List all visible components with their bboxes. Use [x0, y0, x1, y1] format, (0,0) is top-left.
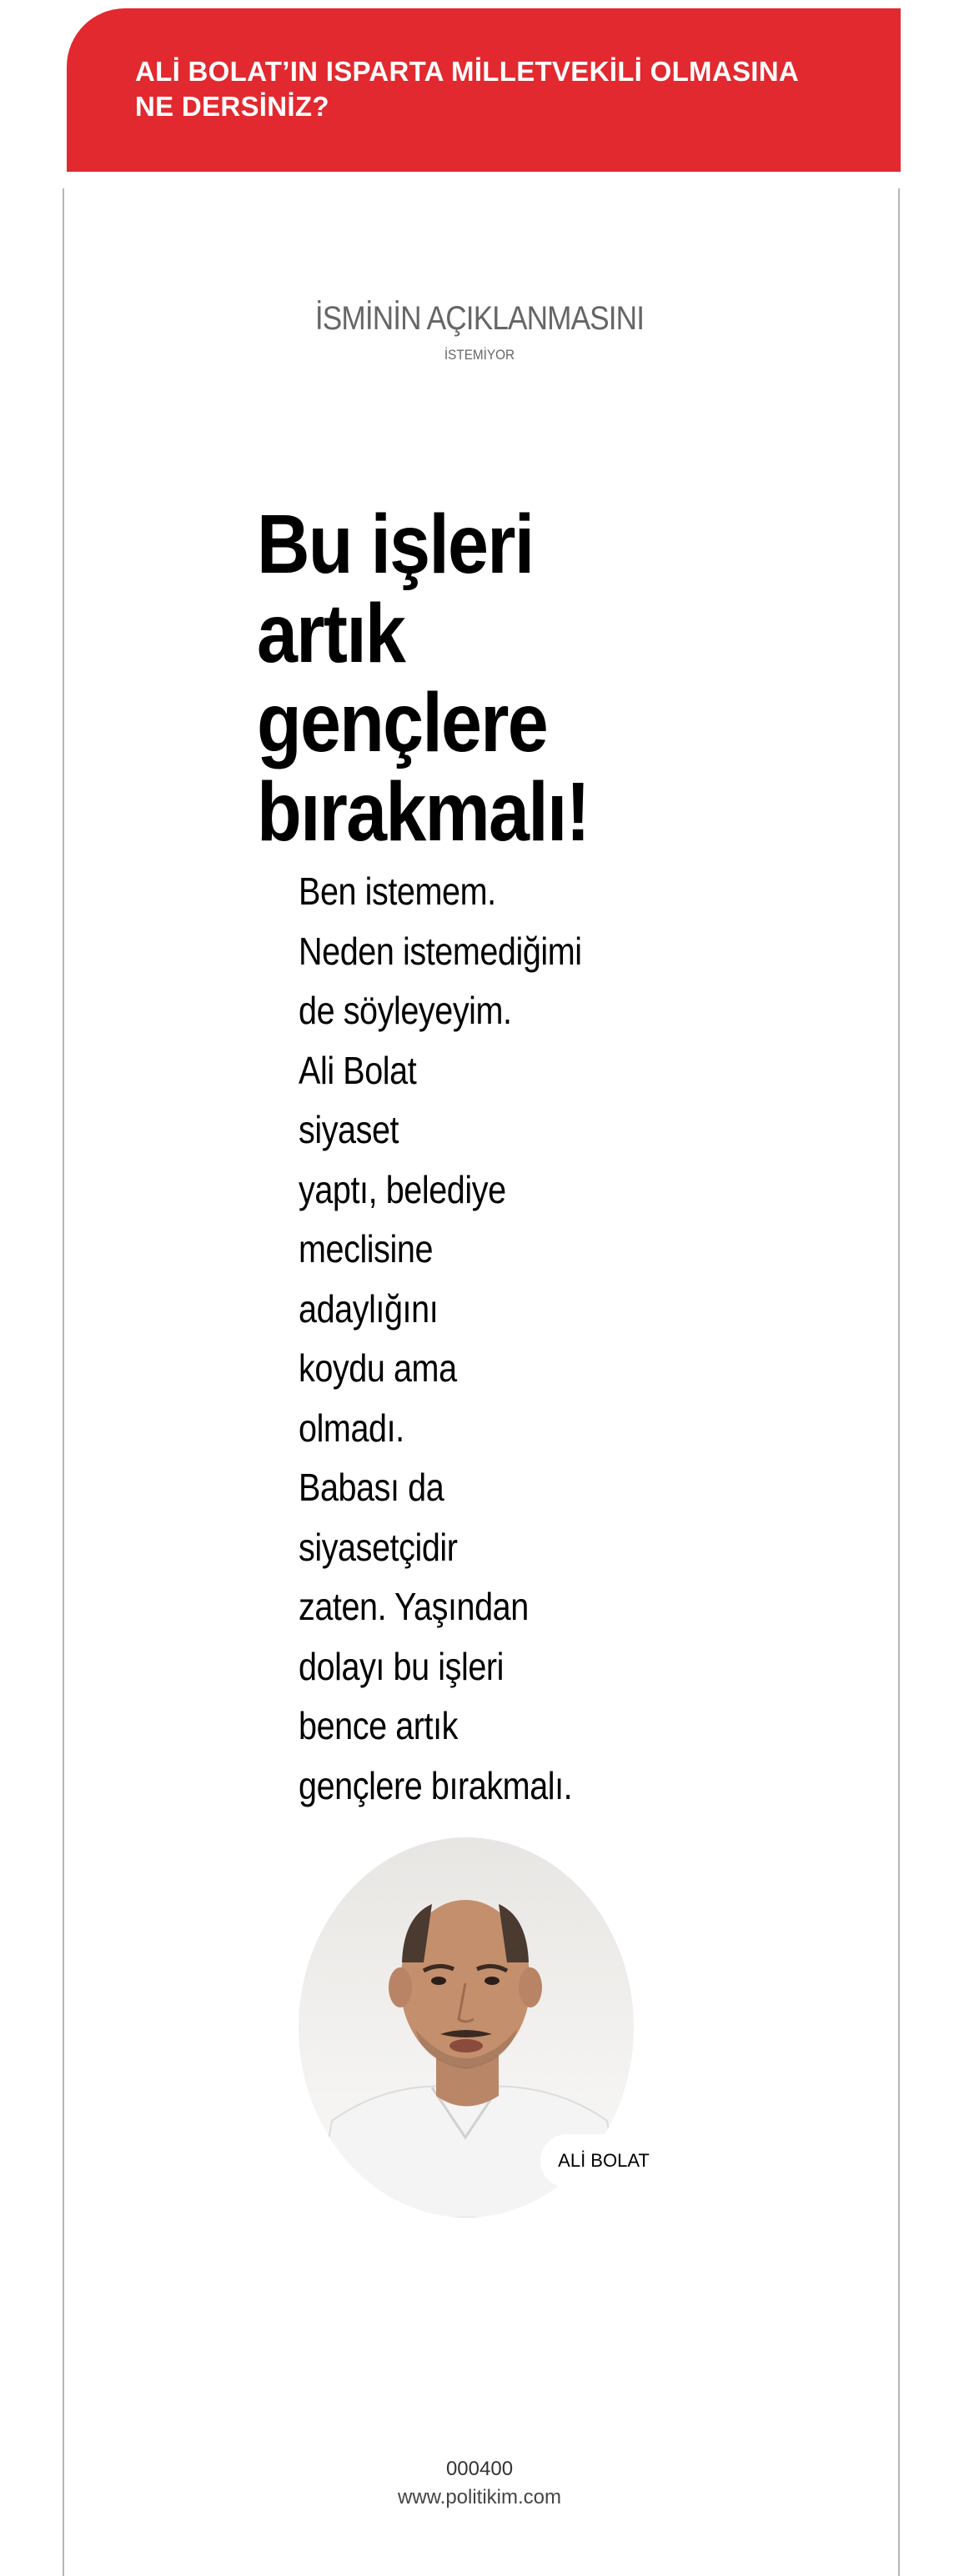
banner-title: ALİ BOLAT’IN ISPARTA MİLLETVEKİLİ OLMASINA NE DERSİNİZ? — [135, 56, 799, 122]
quote-headline: Bu işleri artık gençlere bırakmalı! — [257, 498, 590, 859]
left-border-line — [63, 188, 64, 2576]
footer-code: 000400 — [445, 2458, 514, 2480]
right-border-line — [898, 188, 900, 2576]
footer-url[interactable]: www.politikim.com — [397, 2486, 562, 2508]
header-banner — [67, 8, 901, 172]
quote-body: Ben istemem. Neden istemediğimi de söyleyeyim. Ali Bolat siyaset yaptı, belediye meclisine adaylığını koydu ama olmadı. Babası da siyasetçidir zaten. Yaşından dolayı bu işleri bence artık gençlere bırakmalı. — [299, 870, 582, 1807]
respondent-subtitle: İSTEMİYOR — [444, 347, 515, 363]
photo-caption: ALİ BOLAT — [540, 2134, 667, 2188]
respondent-name: İSMİNİN AÇIKLANMASINI — [314, 300, 645, 337]
